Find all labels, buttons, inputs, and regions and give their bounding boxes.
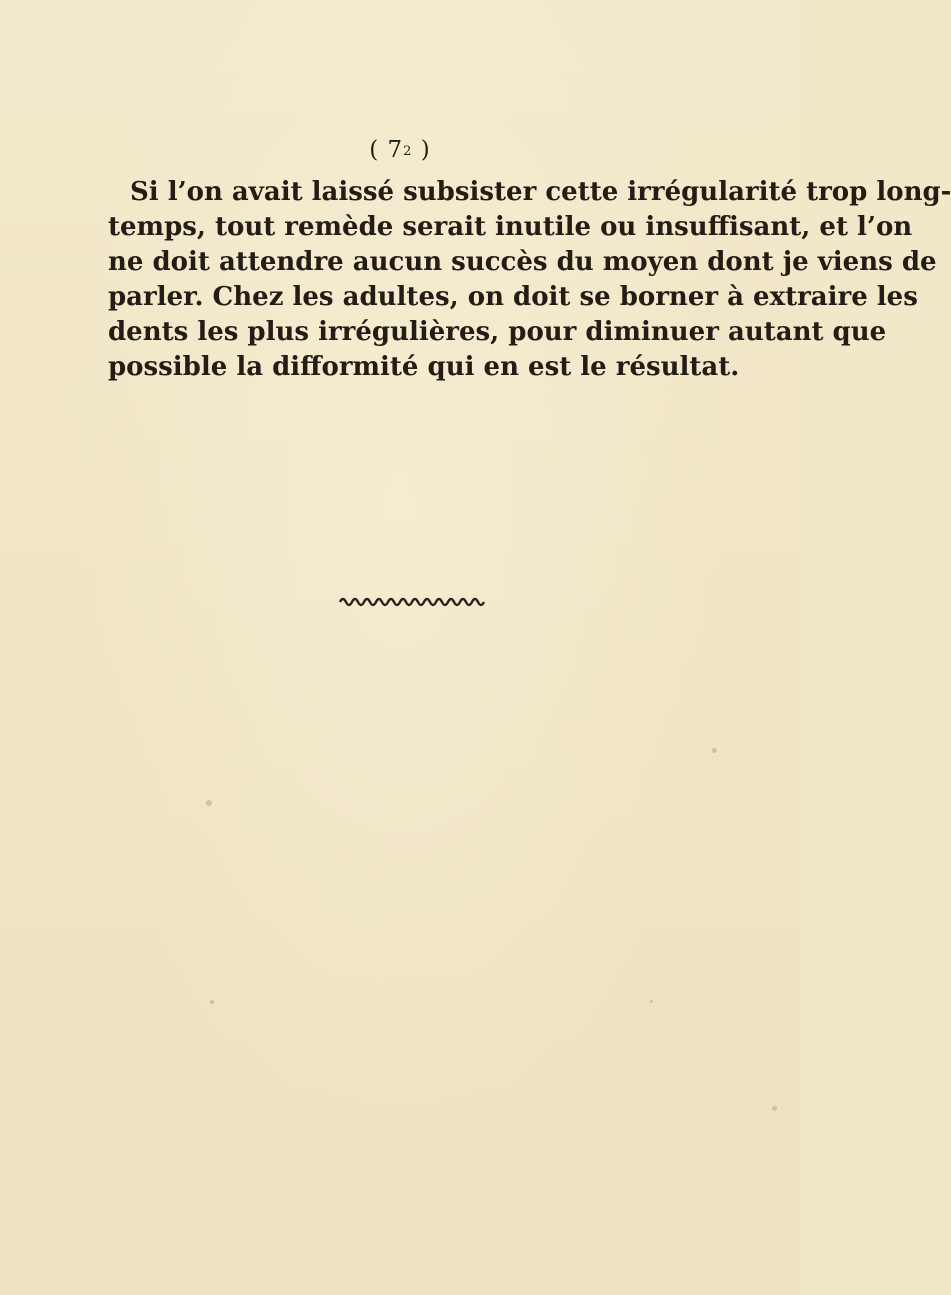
text-line: dents les plus irrégulières, pour diminuer autant que [108, 317, 887, 347]
text-line: ne doit attendre aucun succès du moyen dont je viens de [108, 247, 937, 277]
text-line: parler. Chez les adultes, on doit se borner à extraire les [108, 282, 918, 312]
paper-spot [712, 748, 717, 753]
paper-spot [210, 1000, 214, 1004]
paper-spot [650, 1000, 653, 1003]
wavy-rule-ornament [338, 596, 486, 608]
paragraph [108, 175, 951, 385]
paper-spot [772, 1106, 777, 1111]
text-line: temps, tout remède serait inutile ou insuffisant, et l’on [108, 212, 913, 242]
page-number: ( $7^2$ ) [369, 137, 431, 163]
text-line: Si l’on avait laissé subsister cette irrégularité trop long- [130, 177, 951, 207]
text-line: possible la difformité qui en est le résultat. [108, 352, 740, 382]
paper-spot [206, 800, 212, 806]
